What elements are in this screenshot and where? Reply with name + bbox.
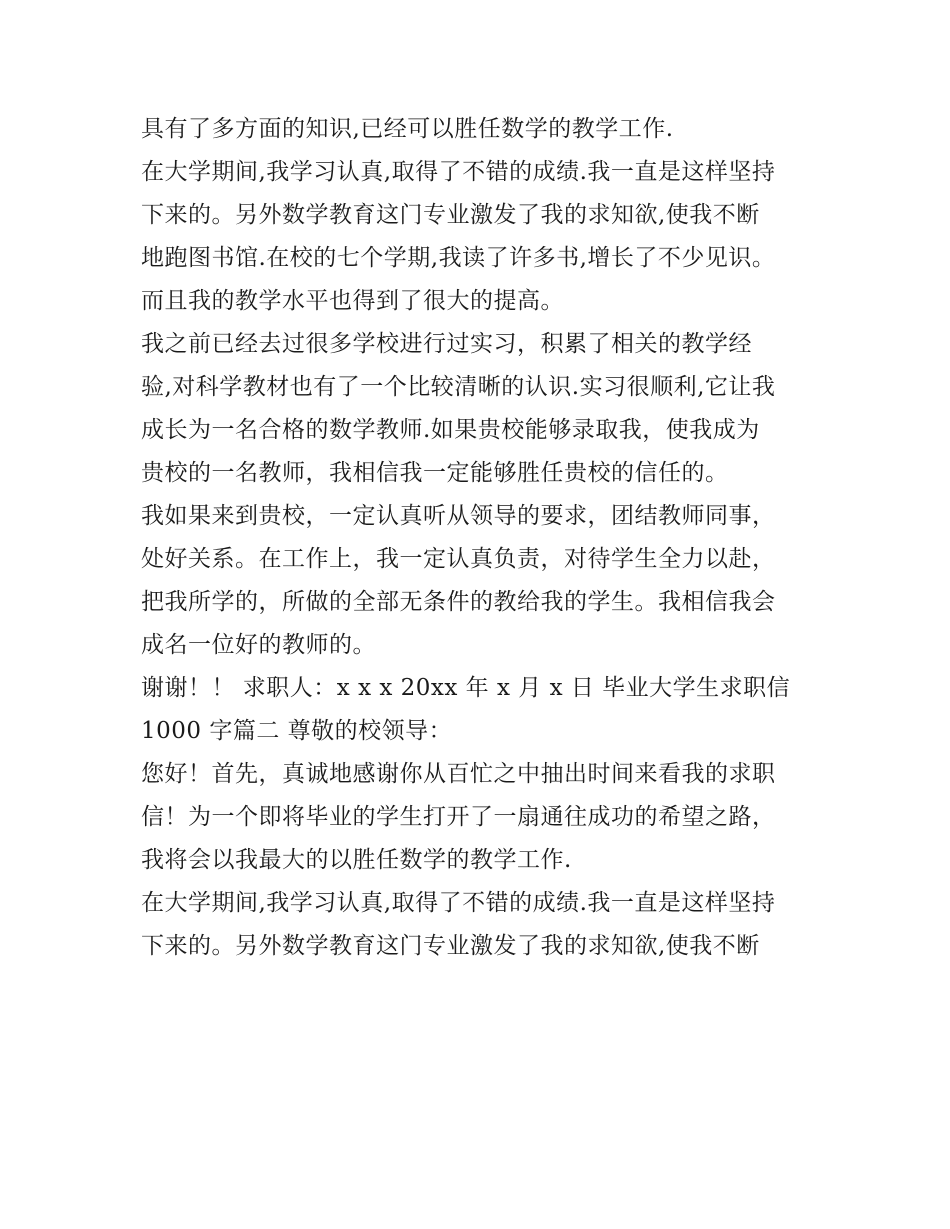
text-line: 具有了多方面的知识,已经可以胜任数学的教学工作. xyxy=(141,116,674,142)
text-line: 在大学期间,我学习认真,取得了不错的成绩.我一直是这样坚持 xyxy=(141,890,776,916)
text-line: 下来的。另外数学教育这门专业激发了我的求知欲,使我不断 xyxy=(141,933,760,959)
text-line: 信！为一个即将毕业的学生打开了一扇通往成功的希望之路， xyxy=(141,804,776,830)
text-line: 谢谢！！ 求职人：x x x 20xx 年 x 月 x 日 毕业大学生求职信 xyxy=(141,675,791,701)
text-line: 我如果来到贵校，一定认真听从领导的要求，团结教师同事， xyxy=(141,503,776,529)
text-line: 下来的。另外数学教育这门专业激发了我的求知欲,使我不断 xyxy=(141,202,760,228)
text-line: 而且我的教学水平也得到了很大的提高。 xyxy=(141,288,564,314)
text-line: 贵校的一名教师，我相信我一定能够胜任贵校的信任的。 xyxy=(141,460,729,486)
text-line: 在大学期间,我学习认真,取得了不错的成绩.我一直是这样坚持 xyxy=(141,159,776,185)
text-line: 1000 字篇二 尊敬的校领导： xyxy=(141,718,453,744)
text-line: 我之前已经去过很多学校进行过实习，积累了相关的教学经 xyxy=(141,331,752,357)
text-line: 把我所学的，所做的全部无条件的教给我的学生。我相信我会 xyxy=(141,589,776,615)
text-line: 地跑图书馆.在校的七个学期,我读了许多书,增长了不少见识。 xyxy=(141,245,776,271)
text-line: 成名一位好的教师的。 xyxy=(141,632,376,658)
text-line: 处好关系。在工作上，我一定认真负责，对待学生全力以赴， xyxy=(141,546,776,572)
text-line: 成长为一名合格的数学教师.如果贵校能够录取我，使我成为 xyxy=(141,417,760,443)
text-line: 验,对科学教材也有了一个比较清晰的认识.实习很顺利,它让我 xyxy=(141,374,776,400)
document-body xyxy=(141,108,821,968)
text-line: 我将会以我最大的以胜任数学的教学工作. xyxy=(141,847,572,873)
text-line: 您好！首先，真诚地感谢你从百忙之中抽出时间来看我的求职 xyxy=(141,761,776,787)
